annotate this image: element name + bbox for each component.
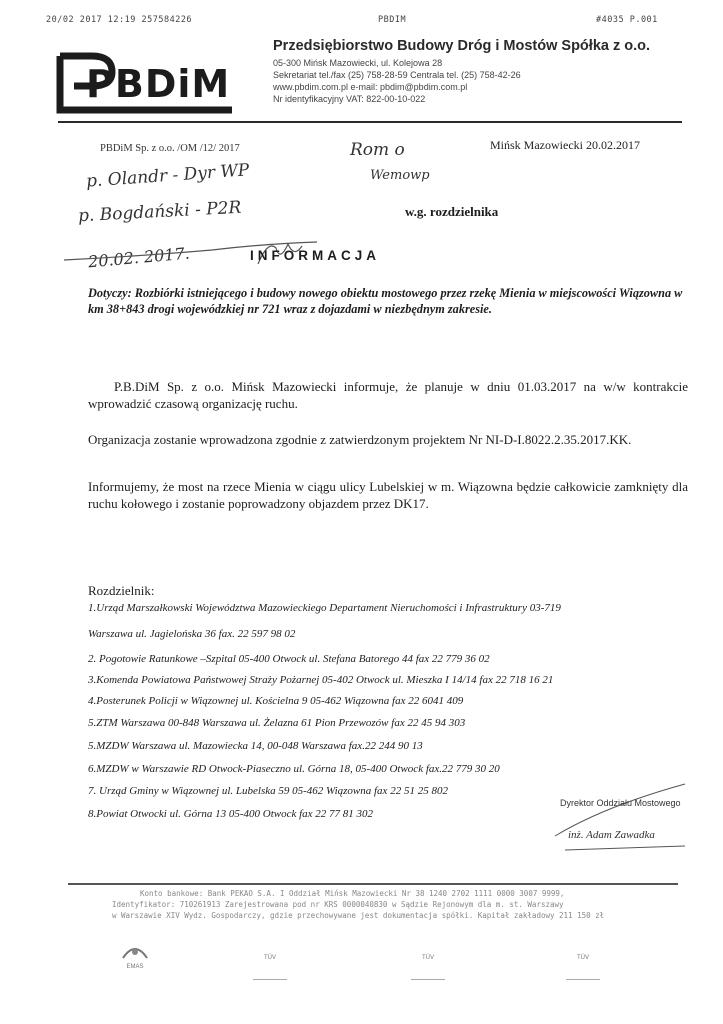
- signature-scribble: [545, 776, 695, 856]
- fax-sender: PBDIM: [378, 15, 407, 25]
- distribution-heading: Rozdzielnik:: [88, 583, 155, 598]
- document-title: INFORMACJA: [250, 248, 380, 263]
- signatory-title: Dyrektor Oddziału Mostowego: [560, 798, 681, 808]
- company-vat: Nr identyfikacyjny VAT: 822-00-10-022: [273, 94, 426, 104]
- handwritten-note: p. Olandr - Dyr WP: [85, 160, 250, 192]
- company-web: www.pbdim.com.pl e-mail: pbdim@pbdim.com.pl: [273, 82, 468, 92]
- certificate-mark: [250, 955, 290, 961]
- distribution-item: 8.Powiat Otwocki ul. Górna 13 05-400 Otwock fax 22 77 81 302: [88, 808, 374, 820]
- handwritten-note: Rom o: [350, 140, 405, 160]
- body-paragraph: Informujemy, że most na rzece Mienia w ciągu ulicy Lubelskiej w m. Wiązowna będzie całkowicie zamknięty dla ruchu kołowego i zostanie poprowadzony objazdem przez DK17.: [88, 479, 688, 511]
- handwritten-note: p. Bogdański - P2R: [77, 197, 242, 227]
- fax-page-number: #4035 P.001: [596, 15, 658, 25]
- distribution-item: 7. Urząd Gminy w Wiązownej ul. Lubelska 59 05-462 Wiązowna fax 22 51 25 802: [88, 785, 448, 797]
- fax-timestamp: 20/02 2017 12:19 257584226: [46, 15, 193, 25]
- footer-registration: Identyfikator: 710261913 Zarejestrowana pod nr KRS 0000040830 w Sądzie Rejonowym dla m. st. Warszawy: [112, 900, 564, 909]
- distribution-item: 5.ZTM Warszawa 00-848 Warszawa ul. Żelazna 61 Pion Przewozów fax 22 45 94 303: [88, 717, 466, 729]
- footer-capital: w Warszawie XIV Wydz. Gospodarczy, gdzie przechowywane jest dokumentacja spółki. Kapitał zakładowy 211 150 zł: [112, 911, 605, 920]
- company-address: 05-300 Mińsk Mazowiecki, ul. Kolejowa 28: [273, 58, 443, 68]
- signatory-name: inż. Adam Zawadka: [568, 829, 655, 841]
- company-phone: Sekretariat tel./fax (25) 758-28-59 Centrala tel. (25) 758-42-26: [273, 70, 521, 80]
- certificate-label: TÜV: [577, 955, 589, 961]
- distribution-item: 5.MZDW Warszawa ul. Mazowiecka 14, 00-048 Warszawa fax.22 244 90 13: [88, 740, 423, 752]
- company-logo: [54, 52, 236, 114]
- distribution-item: 3.Komenda Powiatowa Państwowej Straży Pożarnej 05-402 Otwock ul. Mieszka I 14/14 fax 22 718 16 21: [88, 674, 554, 686]
- handwritten-date: 20.02. 2017.: [87, 243, 191, 272]
- body-paragraph: Organizacja zostanie wprowadzona zgodnie z zatwierdzonym projektem Nr NI-D-I.8022.2.35.2017.KK.: [88, 432, 632, 447]
- company-name: Przedsiębiorstwo Budowy Dróg i Mostów Spółka z o.o.: [273, 38, 651, 54]
- reference-number: PBDiM Sp. z o.o. /OM /12/ 2017: [100, 143, 240, 154]
- emas-logo: [110, 940, 160, 970]
- certificate-mark: [563, 955, 603, 961]
- certificate-mark: [408, 955, 448, 961]
- emas-label: EMAS: [126, 964, 144, 970]
- handwritten-note: Wemowp: [370, 168, 430, 183]
- footer-bank: Konto bankowe: Bank PEKAO S.A. I Oddział Mińsk Mazowiecki Nr 38 1240 2702 1111 0000 3007 9999,: [140, 889, 565, 898]
- logo-text: PBDiM: [86, 62, 231, 106]
- recipient-line: w.g. rozdzielnika: [405, 204, 499, 219]
- certificate-label: TÜV: [264, 955, 276, 961]
- certificate-label: TÜV: [422, 955, 434, 961]
- distribution-item: 4.Posterunek Policji w Wiązownej ul. Kościelna 9 05-462 Wiązowna fax 22 6041 409: [88, 695, 464, 707]
- distribution-item: 2. Pogotowie Ratunkowe –Szpital 05-400 Otwock ul. Stefana Batorego 44 fax 22 779 36 02: [88, 653, 490, 665]
- distribution-item: 1.Urząd Marszałkowski Województwa Mazowieckiego Departament Nieruchomości i Infrastruktury 03-719: [88, 602, 561, 614]
- subject-line: Dotyczy: Rozbiórki istniejącego i budowy nowego obiektu mostowego przez rzekę Mienia w miejscowości Wiązowna w km 38+843 drogi wojewódzkiej nr 721 wraz z dojazdami w niezbędnym zakresie.: [88, 286, 683, 316]
- letterhead-divider: [58, 121, 682, 123]
- footer-divider: [68, 883, 678, 885]
- body-paragraph: P.B.DiM Sp. z o.o. Mińsk Mazowiecki informuje, że planuje w dniu 01.03.2017 na w/w kontrakcie wprowadzić czasową organizację ruchu.: [88, 379, 688, 411]
- distribution-item: 6.MZDW w Warszawie RD Otwock-Piaseczno ul. Górna 18, 05-400 Otwock fax.22 779 30 20: [88, 763, 500, 775]
- place-date: Mińsk Mazowiecki 20.02.2017: [490, 138, 640, 152]
- distribution-item: Warszawa ul. Jagielońska 36 fax. 22 597 98 02: [88, 628, 296, 640]
